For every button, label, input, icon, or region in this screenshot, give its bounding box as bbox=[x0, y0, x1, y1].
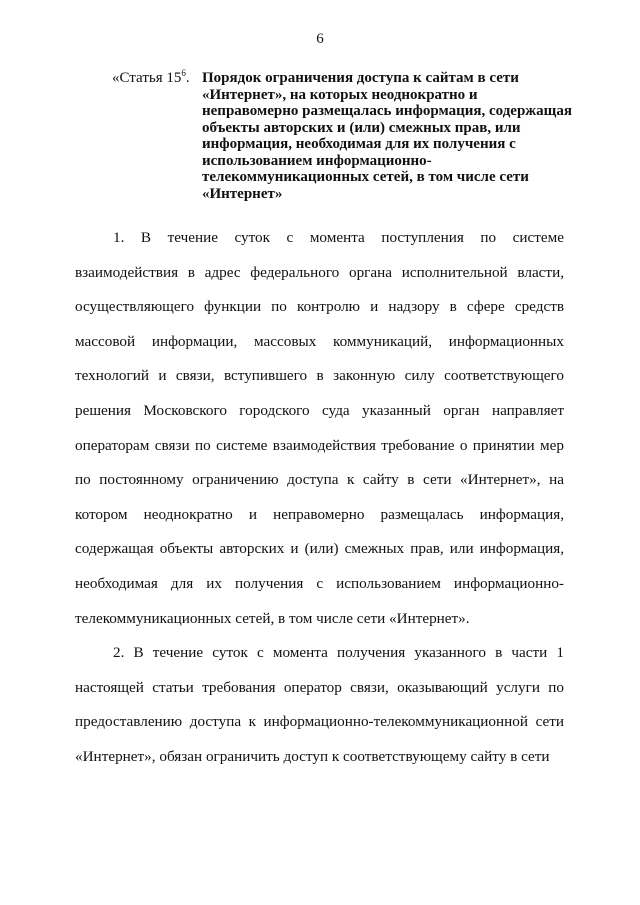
article-label bbox=[112, 70, 190, 87]
article-label-superscript: 6 bbox=[181, 68, 186, 78]
paragraph-1: 1. В течение суток с момента поступления по системе взаимодействия в адрес федерального органа исполнительной власти, осуществляющего функции по контролю и надзору в сфере средств массовой информации, массовых коммуникаций, информационных технологий и связи, вступившего в законную силу соответствующего решения Московского городского суда указанный орган направляет операторам связи по системе взаимодействия требование о принятии мер по постоянному ограничению доступа к сайту в сети «Интернет», на котором неоднократно и неправомерно размещалась информация, содержащая объекты авторских и (или) смежных прав, или информация, необходимая для их получения с использованием информационно-телекоммуникационных сетей, в том числе сети «Интернет». bbox=[75, 229, 564, 627]
article-label-prefix: «Статья 15 bbox=[112, 70, 182, 86]
paragraph-2: 2. В течение суток с момента получения указанного в части 1 настоящей статьи требования оператор связи, оказывающий услуги по предоставлению доступа к информационно-телекоммуникационной сети «Интернет», обязан ограничить доступ к соответствующему сайту в сети bbox=[75, 644, 564, 765]
article-title: Порядок ограничения доступа к сайтам в сети «Интернет», на которых неоднократно и неправомерно размещалась информация, содержащая объекты авторских и (или) смежных прав, или информация, необходимая для их получения с использованием информационно-телекоммуникационных сетей, в том числе сети «Интернет» bbox=[202, 70, 572, 202]
page-number: 6 bbox=[316, 31, 324, 47]
article-label-suffix: . bbox=[185, 70, 190, 86]
